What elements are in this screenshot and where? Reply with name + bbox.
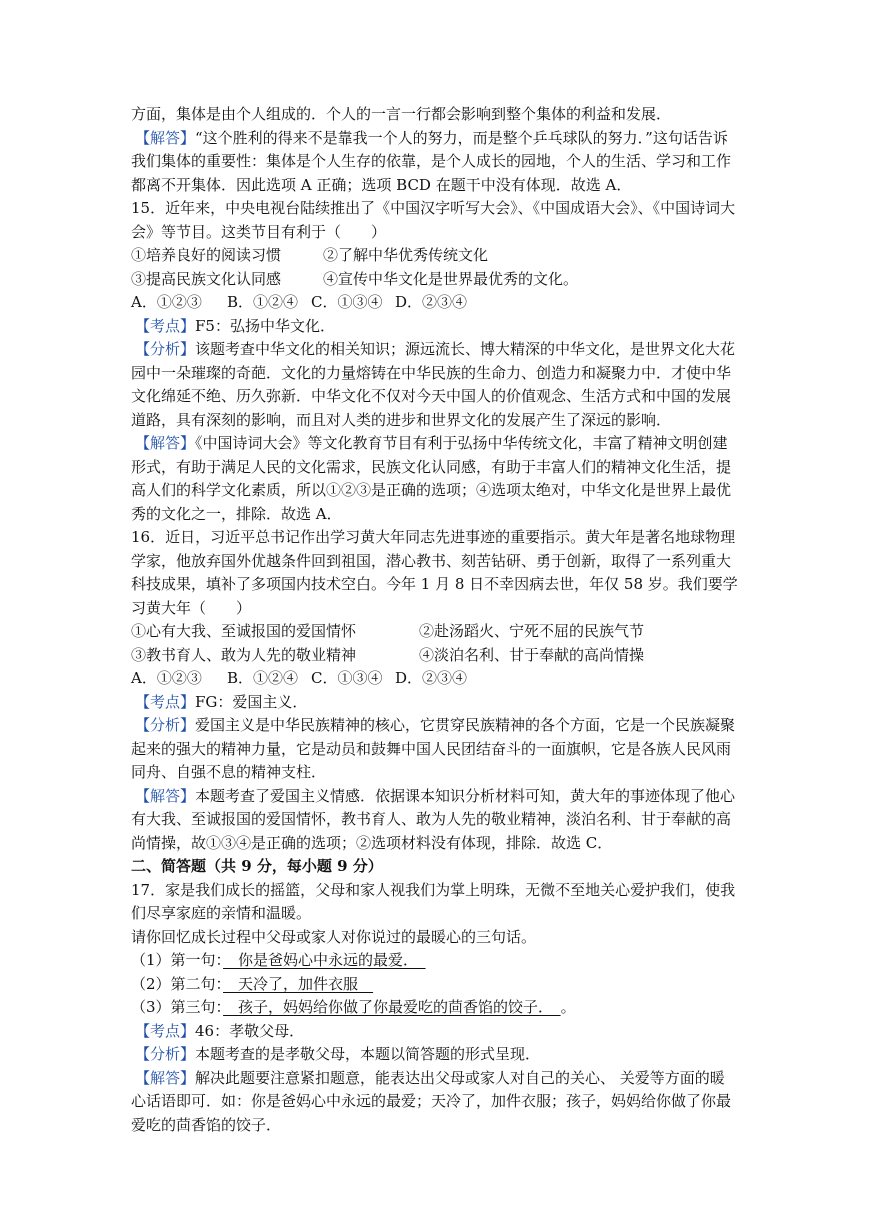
answer-fill: 天冷了，加件衣服 — [223, 974, 374, 993]
fenxi-line — [131, 714, 741, 738]
jieda-text: 解决此题要注意紧扣题意，能表达出父母或家人对自己的关心、 关爱等方面的暖 — [195, 1068, 725, 1087]
option-b: B．①②④ — [227, 669, 299, 687]
kaodian-text: F5：弘扬中华文化． — [195, 316, 335, 335]
option-c: C．①③④ — [311, 669, 383, 687]
option-b: B．①②④ — [227, 293, 299, 311]
jieda-tag: 【解答】 — [135, 1068, 196, 1087]
answer-text: “这个胜利的得来不是靠我一个人的努力，而是整个乒乓球队的努力．”这句话告诉 — [195, 128, 728, 147]
choice-item: ①心有大我、至诚报国的爱国情怀 — [131, 622, 357, 640]
kaodian-line — [131, 315, 741, 339]
kaodian-tag: 【考点】 — [135, 692, 196, 711]
answer-label: （3）第三句： — [131, 998, 224, 1016]
fenxi-text: 本题考查的是孝敬父母，本题以简答题的形式呈现． — [195, 1045, 541, 1063]
text-line: 秀的文化之一，排除．故选 A． — [131, 504, 342, 523]
answer-line — [131, 127, 741, 151]
choice-item: ②了解中华优秀传统文化 — [323, 246, 489, 264]
options-row — [131, 667, 741, 691]
option-a: A．①②③ — [131, 669, 202, 687]
jieda-tag: 【解答】 — [135, 786, 196, 805]
answer-fill: 孩子，妈妈给你做了你最爱吃的茴香馅的饺子． — [223, 998, 561, 1016]
answer-row-2 — [131, 973, 741, 997]
option-d: D．②③④ — [395, 669, 468, 687]
jieda-line — [131, 1067, 741, 1091]
question-stem: 们尽享家庭的亲情和温暖。 — [131, 904, 312, 922]
choice-items-row — [131, 268, 741, 292]
question-stem: 请你回忆成长过程中父母或家人对你说过的最暖心的三句话。 — [131, 927, 537, 946]
answer-label: （2）第二句： — [131, 974, 224, 993]
choice-item: ④宣传中华文化是世界最优秀的文化。 — [323, 269, 579, 288]
text-line: 都离不开集体．因此选项 A 正确；选项 BCD 在题干中没有体现．故选 A． — [131, 175, 632, 194]
option-a: A．①②③ — [131, 293, 202, 311]
choice-items-row — [131, 244, 741, 268]
text-line: 起来的强大的精神力量，它是动员和鼓舞中国人民团结奋斗的一面旗帜，它是各族人民风雨 — [131, 739, 732, 758]
answer-row-1 — [131, 949, 741, 973]
fenxi-tag: 【分析】 — [135, 716, 196, 734]
jieda-line — [131, 432, 741, 456]
fenxi-tag: 【分析】 — [135, 1045, 196, 1063]
fenxi-line — [131, 338, 741, 362]
text-line: 同舟、自强不息的精神支柱． — [131, 763, 327, 781]
question-stem: 15．近年来，中央电视台陆续推出了《中国汉字听写大会》、《中国成语大会》、《中国诗词大 — [131, 199, 736, 217]
text-line: 高人们的科学文化素质，所以①②③是正确的选项；④选项太绝对，中华文化是世界上最优 — [131, 481, 732, 499]
fenxi-text: 爱国主义是中华民族精神的核心，它贯穿民族精神的各个方面，它是一个民族凝聚 — [195, 716, 736, 734]
choice-item: ①培养良好的阅读习惯 — [131, 246, 282, 264]
kaodian-text: FG：爱国主义． — [195, 692, 308, 711]
choice-items-row — [131, 620, 741, 644]
fenxi-text: 该题考查中华文化的相关知识；源远流长、博大精深的中华文化，是世界文化大花 — [195, 340, 736, 358]
question-stem: 16．近日，习近平总书记作出学习黄大年同志先进事迹的重要指示。黄大年是著名地球物理 — [131, 528, 736, 546]
choice-item: ④淡泊名利、甘于奉献的高尚情操 — [419, 645, 645, 664]
kaodian-tag: 【考点】 — [135, 1021, 196, 1040]
option-d: D．②③④ — [395, 293, 468, 311]
answer-row-3 — [131, 996, 741, 1020]
text-line: 心话语即可．如：你是爸妈心中永远的最爱；天冷了，加件衣服；孩子，妈妈给你做了你最 — [131, 1092, 732, 1110]
text-line: 有大我、至诚报国的爱国情怀，教书育人、敢为人先的敬业精神，淡泊名利、甘于奉献的高 — [131, 810, 732, 828]
answer-tag: 【解答】 — [135, 128, 196, 147]
fenxi-line — [131, 1043, 741, 1067]
page-content — [131, 103, 741, 1137]
text-line: 园中一朵璀璨的奇葩．文化的力量熔铸在中华民族的生命力、创造力和凝聚力中．才使中华 — [131, 363, 732, 382]
choice-item: ③提高民族文化认同感 — [131, 269, 282, 288]
question-stem: 科技成果，填补了多项国内技术空白。今年 1 月 8 日不幸因病去世，年仅 58 岁。我们要学 — [131, 575, 738, 593]
answer-fill: 你是爸妈心中永远的最爱． — [223, 951, 426, 969]
section-heading: 二、简答题（共 9 分，每小题 9 分） — [131, 857, 383, 875]
options-row — [131, 291, 741, 315]
question-stem: 17．家是我们成长的摇篮，父母和家人视我们为掌上明珠，无微不至地关心爱护我们，使我 — [131, 880, 736, 899]
question-stem: 习黄大年（ ） — [131, 598, 252, 617]
text-line: 尚情操，故①③④是正确的选项；②选项材料没有体现，排除．故选 C． — [131, 833, 613, 852]
text-line: 我们集体的重要性：集体是个人生存的依靠，是个人成长的园地，个人的生活、学习和工作 — [131, 152, 732, 170]
kaodian-line — [131, 691, 741, 715]
jieda-line — [131, 785, 741, 809]
kaodian-tag: 【考点】 — [135, 316, 196, 335]
question-stem: 学家，他放弃国外优越条件回到祖国，潜心教书、刻苦钻研、勇于创新，取得了一系列重大 — [131, 551, 732, 570]
text-line: 形式，有助于满足人民的文化需求，民族文化认同感，有助于丰富人们的精神文化生活，提 — [131, 457, 732, 476]
question-stem: 会》等节目。这类节目有利于（ ） — [131, 222, 387, 241]
jieda-tag: 【解答】 — [135, 434, 196, 452]
jieda-text: 《中国诗词大会》等文化教育节目有利于弘扬中华传统文化，丰富了精神文明创建 — [195, 434, 728, 452]
answer-end: 。 — [560, 998, 576, 1016]
text-line: 道路，具有深刻的影响，而且对人类的进步和世界文化的发展产生了深远的影响． — [131, 410, 672, 429]
kaodian-text: 46：孝敬父母． — [195, 1021, 305, 1040]
choice-items-row — [131, 644, 741, 668]
choice-item: ②赴汤蹈火、宁死不屈的民族气节 — [419, 622, 645, 640]
text-line: 爱吃的茴香馅的饺子． — [131, 1115, 282, 1134]
answer-label: （1）第一句： — [131, 951, 224, 969]
choice-item: ③教书育人、敢为人先的敬业精神 — [131, 645, 357, 664]
kaodian-line — [131, 1020, 741, 1044]
text-line: 方面，集体是由个人组成的．个人的一言一行都会影响到整个集体的利益和发展． — [131, 105, 672, 123]
option-c: C．①③④ — [311, 293, 383, 311]
text-line: 文化绵延不绝、历久弥新．中华文化不仅对今天中国人的价值观念、生活方式和中国的发展 — [131, 387, 732, 405]
jieda-text: 本题考查了爱国主义情感．依据课本知识分析材料可知，黄大年的事迹体现了他心 — [195, 786, 736, 805]
fenxi-tag: 【分析】 — [135, 340, 196, 358]
